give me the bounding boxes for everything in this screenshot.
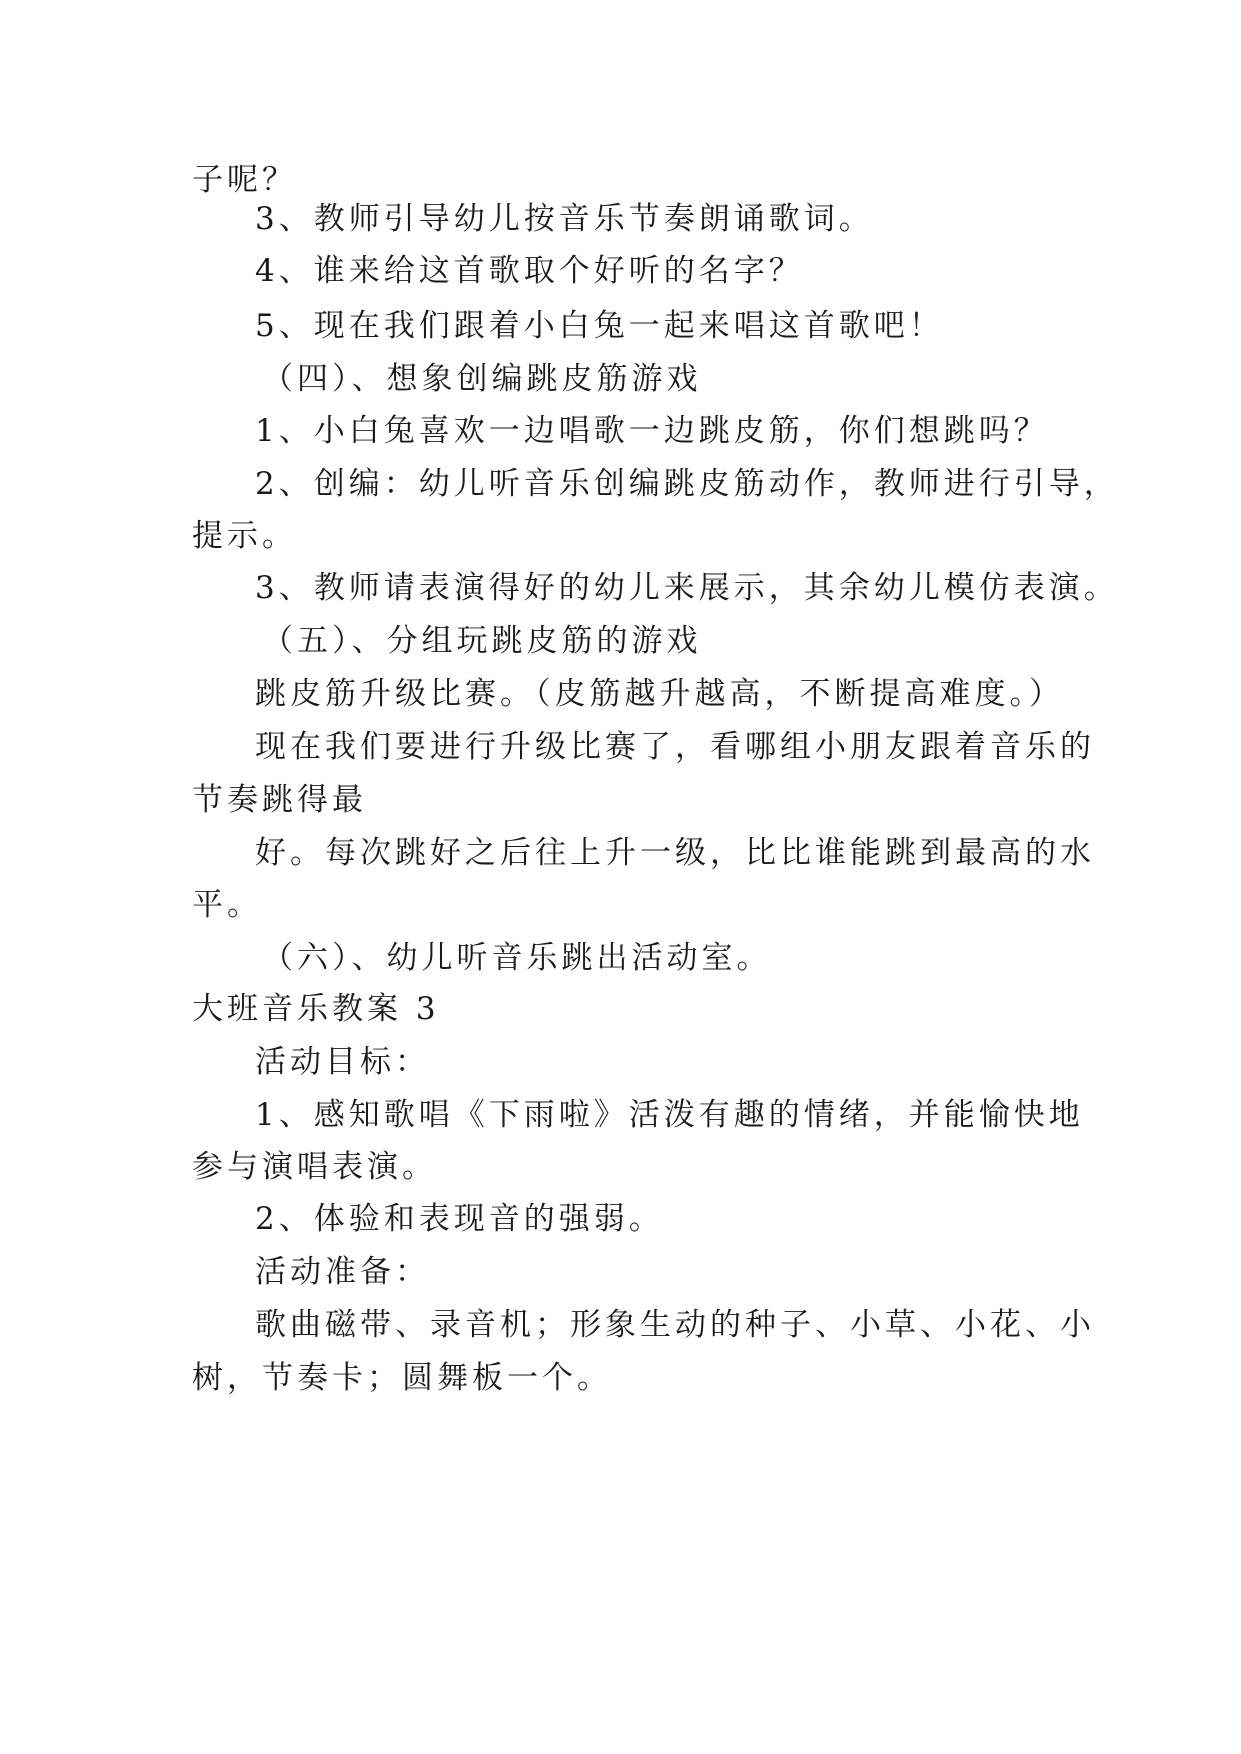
section-heading: 活动目标：: [255, 1044, 430, 1080]
text-line: 提示。: [192, 518, 297, 554]
section-heading: （四）、想象创编跳皮筋游戏: [262, 361, 702, 397]
section-heading: （五）、分组玩跳皮筋的游戏: [262, 623, 702, 659]
text-line: 子呢？: [192, 162, 297, 198]
text-line: 现在我们要进行升级比赛了，看哪组小朋友跟着音乐的: [255, 729, 1095, 765]
text-line: 3、教师请表演得好的幼儿来展示，其余幼儿模仿表演。: [255, 570, 1119, 606]
text-line: 5、现在我们跟着小白兔一起来唱这首歌吧！: [255, 308, 944, 344]
text-line: 好。每次跳好之后往上升一级，比比谁能跳到最高的水: [255, 835, 1095, 871]
text-line: 节奏跳得最: [192, 782, 367, 818]
text-line: 参与演唱表演。: [192, 1149, 437, 1185]
section-heading: （六）、幼儿听音乐跳出活动室。: [262, 940, 772, 976]
text-line: 跳皮筋升级比赛。（皮筋越升越高，不断提高难度。）: [255, 676, 1064, 712]
section-heading: 活动准备：: [255, 1254, 430, 1290]
text-line: 平。: [192, 887, 262, 923]
text-line: 1、小白兔喜欢一边唱歌一边跳皮筋，你们想跳吗？: [255, 413, 1049, 449]
text-line: 树，节奏卡；圆舞板一个。: [192, 1360, 612, 1396]
text-line: 3、教师引导幼儿按音乐节奏朗诵歌词。: [255, 201, 874, 237]
document-title: 大班音乐教案 3: [192, 991, 440, 1027]
text-line: 4、谁来给这首歌取个好听的名字？: [255, 253, 804, 289]
text-line: 2、创编：幼儿听音乐创编跳皮筋动作，教师进行引导，: [255, 466, 1119, 502]
text-line: 1、感知歌唱《下雨啦》活泼有趣的情绪，并能愉快地: [255, 1097, 1084, 1133]
text-line: 歌曲磁带、录音机；形象生动的种子、小草、小花、小: [255, 1307, 1095, 1343]
text-line: 2、体验和表现音的强弱。: [255, 1201, 664, 1237]
